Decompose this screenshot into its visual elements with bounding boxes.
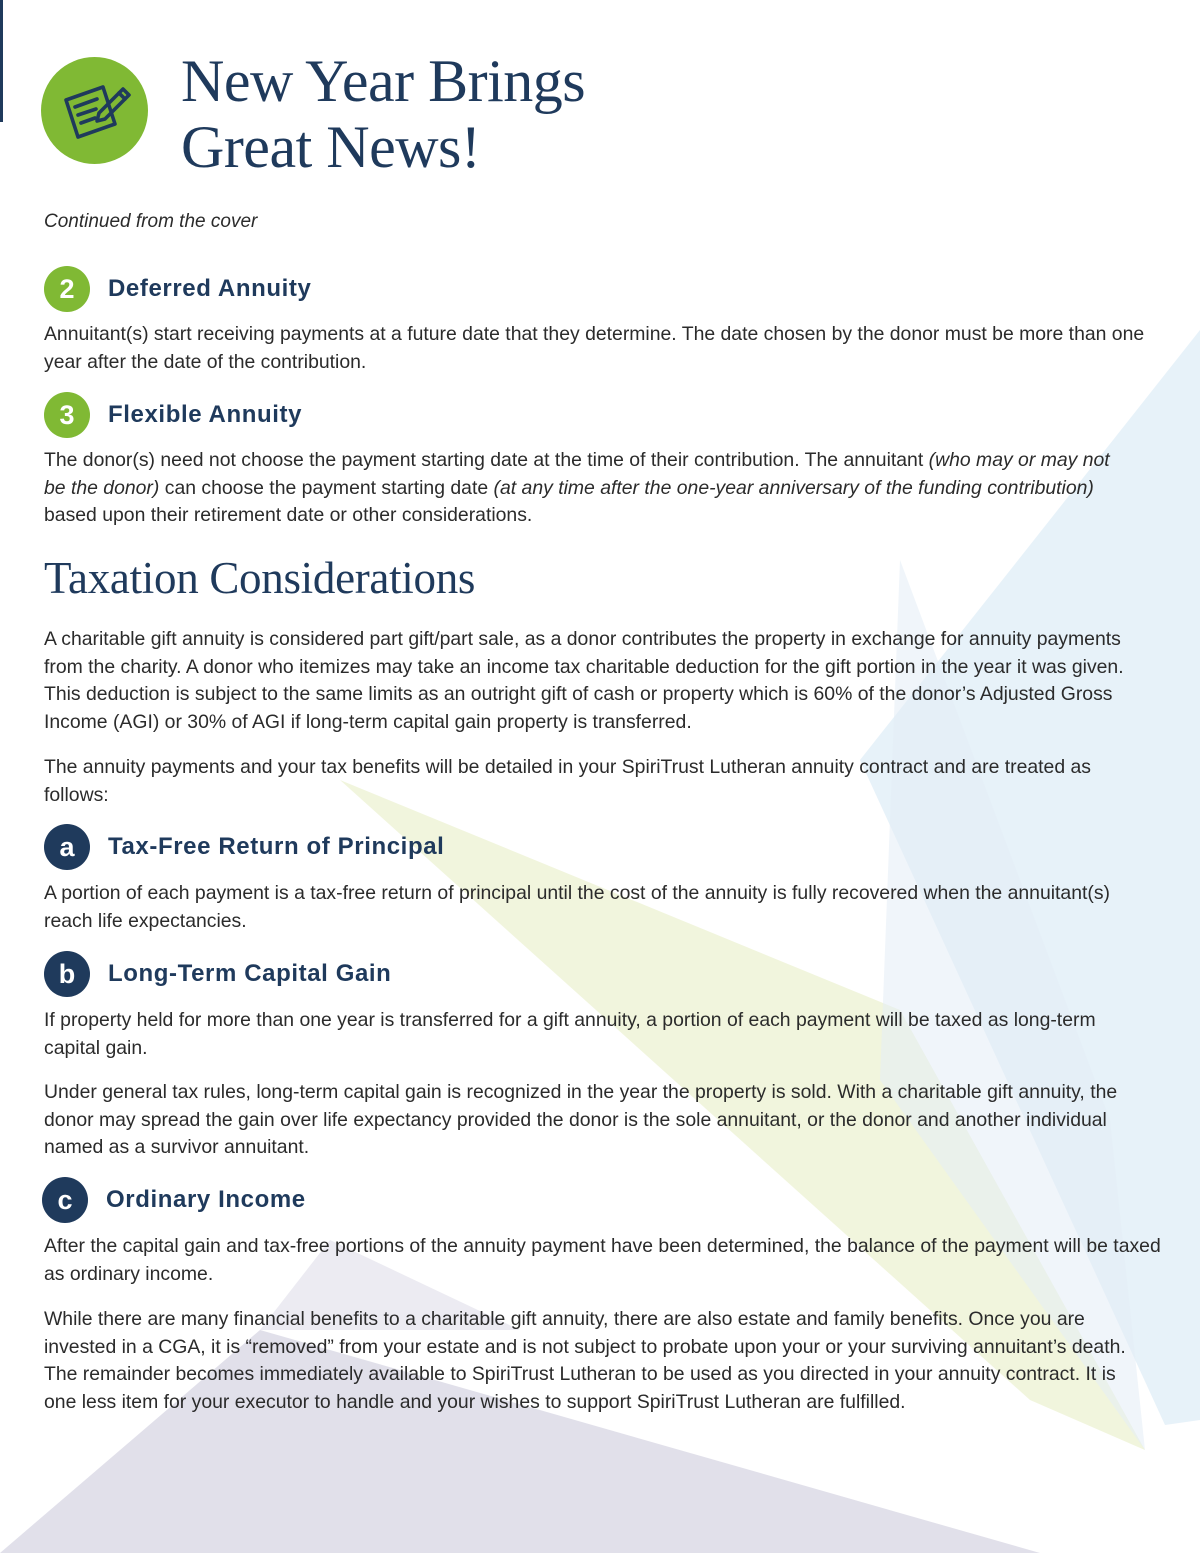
item-b-text-2: Under general tax rules, long-term capital gain is recognized in the year the property is sold. With a charitable gift annuity, the donor may spread the gain over life expectancy provided the donor is the sole annuitant, or the donor and another individual named as a survivor annuitant. [44, 1081, 1118, 1158]
flexible-annuity-text [44, 447, 1124, 530]
taxation-heading: Taxation Considerations [44, 553, 476, 603]
letter-badge-a: a [44, 824, 90, 870]
flexible-text-part-2: can choose the payment starting date [159, 476, 494, 499]
item-b-text-1: If property held for more than one year is transferred for a gift annuity, a portion of each payment will be taxed as long-term capital gain. [44, 1009, 1096, 1059]
letter-badge-c: c [42, 1177, 88, 1223]
letter-badge-b: b [44, 951, 90, 997]
item-a-heading [44, 824, 444, 870]
item-c-title: Ordinary Income [106, 1186, 306, 1213]
page-title-line-2: Great News! [181, 114, 481, 180]
item-c-heading [42, 1177, 306, 1223]
taxation-paragraph-2: The annuity payments and your tax benefits will be detailed in your SpiriTrust Lutheran annuity contract and are treated as follows: [44, 756, 1091, 806]
item-b-title: Long-Term Capital Gain [108, 960, 392, 987]
flexible-text-italic-2: (at any time after the one-year anniversary of the funding contribution) [493, 476, 1094, 499]
taxation-paragraph-1: A charitable gift annuity is considered part gift/part sale, as a donor contributes the property in exchange for annuity payments from the charity. A donor who itemizes may take an income tax charitable deduction for the gift portion in the year it was given. This deduction is subject to the same limits as an outright gift of cash or property which is 60% of the donor’s Adjusted Gross Income (AGI) or 30% of AGI if long-term capital gain property is transferred. [44, 628, 1124, 733]
continued-note: Continued from the cover [44, 211, 258, 232]
deferred-annuity-title: Deferred Annuity [108, 275, 312, 302]
item-a-title: Tax-Free Return of Principal [108, 833, 445, 860]
item-c-text-1: After the capital gain and tax-free portions of the annuity payment have been determined, the balance of the payment will be taxed as ordinary income. [44, 1235, 1161, 1285]
page-title-line-1: New Year Brings [181, 48, 586, 114]
flexible-annuity-title: Flexible Annuity [108, 401, 303, 428]
item-c-text-2: While there are many financial benefits to a charitable gift annuity, there are also estate and family benefits. Once you are invested in a CGA, it is “removed” from your estate and is not subject to probate upon your or your surviving annuitant’s death. The remainder becomes immediately available to SpiriTrust Lutheran to be used as you directed in your annuity contract. It is one less item for your executor to handle and your wishes to support SpiriTrust Lutheran are fulfilled. [44, 1308, 1126, 1413]
flexible-annuity-heading [44, 392, 302, 438]
flexible-text-part-1: The donor(s) need not choose the payment starting date at the time of their contribution. The annuitant [44, 449, 929, 471]
checklist-pencil-icon [41, 57, 148, 164]
flexible-text-italic-1: (who may or may not be the donor) [44, 449, 1110, 499]
page-title [181, 48, 585, 180]
item-b-heading [44, 951, 391, 997]
deferred-annuity-heading [44, 266, 311, 312]
deferred-annuity-text: Annuitant(s) start receiving payments at a future date that they determine. The date chosen by the donor must be more than one year after the date of the contribution. [44, 323, 1145, 373]
number-badge-2: 2 [44, 266, 90, 312]
item-a-text: A portion of each payment is a tax-free return of principal until the cost of the annuity is fully recovered when the annuitant(s) reach life expectancies. [44, 882, 1110, 932]
flexible-text-part-3: based upon their retirement date or other considerations. [44, 504, 533, 526]
number-badge-3: 3 [44, 392, 90, 438]
edge-accent-bar [0, 0, 3, 122]
